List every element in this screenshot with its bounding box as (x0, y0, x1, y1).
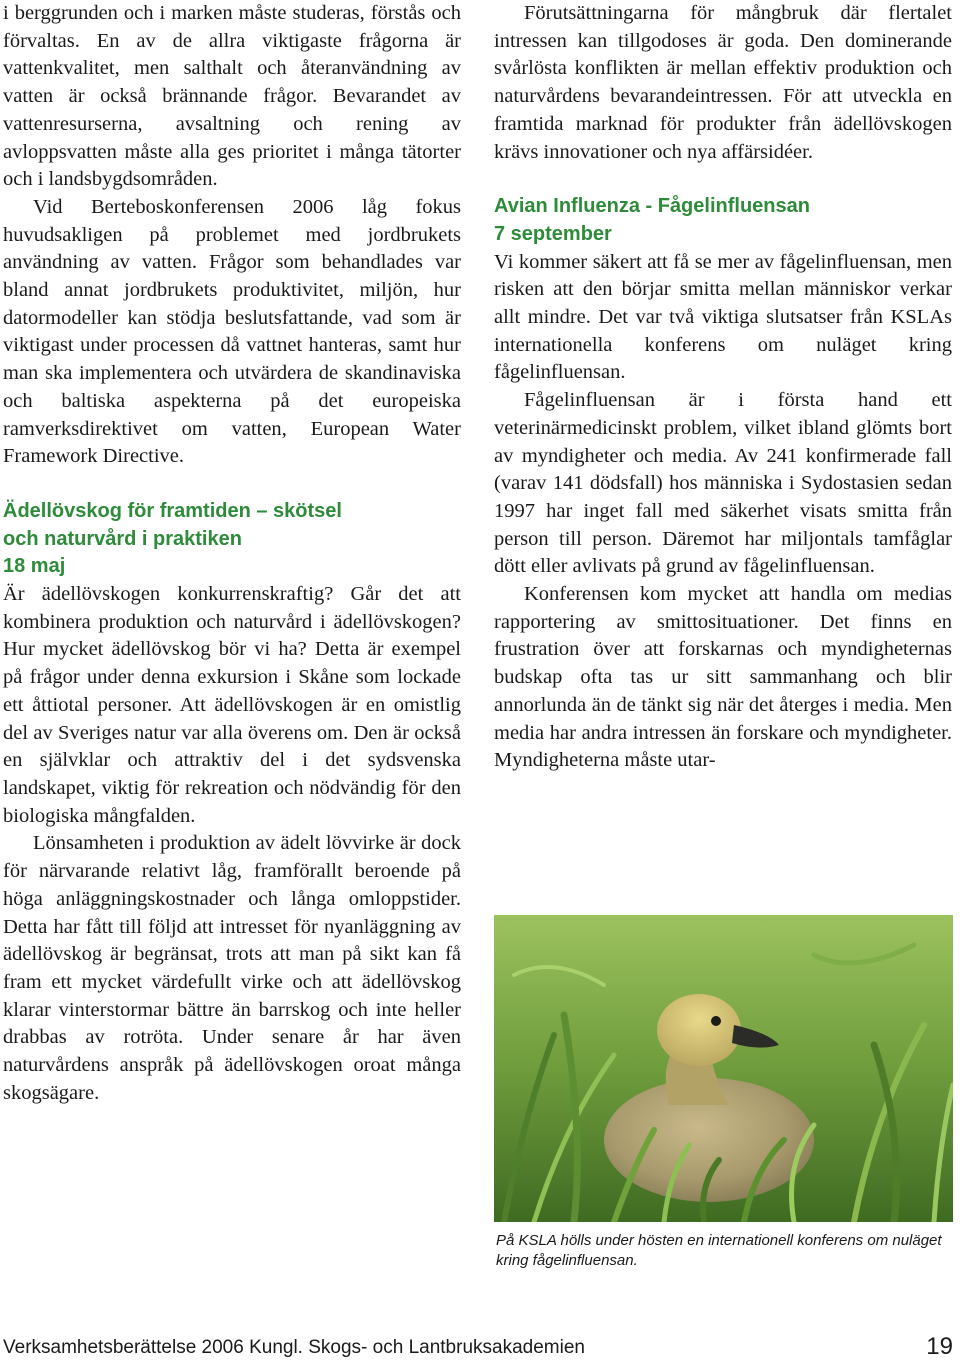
heading-line: och naturvård i praktiken (3, 527, 242, 550)
page-footer (3, 1333, 953, 1363)
page-number: 19 (926, 1333, 953, 1360)
body-paragraph: Vid Berteboskonferensen 2006 låg fokus huvudsakligen på problemet med jordbrukets användning av vatten. Frågor som behandlades var bland annat jordbrukets produktivitet, miljön, hur datormodeller kan stödja beslutsfattande, vad som är viktigast under processen då vattnet hanteras, samt hur man ska implementera och utvärdera de skandinaviska och baltiska aspekterna på det europeiska ramverksdirektivet om vatten, European Water Framework Directive. (3, 195, 461, 468)
footer-title: Verksamhetsberättelse 2006 Kungl. Skogs- och Lantbruksakademien (3, 1337, 585, 1358)
figure-caption: På KSLA hölls under hösten en internationell konferens om nuläget kring fågelinfluensan. (496, 1232, 942, 1269)
section-heading-avian-influenza (494, 193, 952, 248)
body-paragraph: i berggrunden och i marken måste studeras, förstås och förvaltas. En av de allra viktigaste frågorna är vattenkvalitet, men salthalt och återanvändning av vatten är också brännande frågor. Bevarandet av vattenresurserna, avsaltning och rening av avloppsvatten måste alla ges prioritet i många tätorter och i landsbygdsområden. (3, 2, 461, 191)
gosling-illustration (494, 915, 953, 1222)
body-paragraph: Är ädellövskogen konkurrenskraftig? Går det att kombinera produktion och naturvård i ädellövskogen? Hur mycket ädellövskog bör vi ha? Detta är exempel på frågor under denna exkursion i Skåne som lockade ett åttiotal personer. Att ädellövskogen är en omistlig del av Sveriges natur var alla överens om. Den är också en självklar och attraktiv del i det sydsvenska landskapet, viktig för rekreation och nödvändig för den biologiska mångfalden. (3, 583, 461, 827)
body-paragraph: Förutsättningarna för mångbruk där flertalet intressen kan tillgodoses är goda. Den dominerande svårlösta konflikten är mellan effektiv produktion och naturvårdens bevarandeintressen. För att utveckla en framtida marknad för produkter från ädellövskogen krävs innovationer och nya affärsidéer. (494, 2, 952, 163)
body-paragraph: Konferensen kom mycket att handla om medias rapportering av smittosituationer. Det finns en frustration över att forskarnas och myndigheternas budskap ofta tas ur sitt sammanhang och blir annorlunda än de tänkt sig när det återges i media. Men media har andra intressen än forskare och myndigheter. Myndigheterna måste utar- (494, 583, 952, 772)
body-paragraph: Vi kommer säkert att få se mer av fågelinfluensan, men risken att den börjar smitta mellan människor verkar allt mindre. Det var två viktiga slutsatser från KSLAs internationella konferens om nuläget kring fågelinfluensan. (494, 250, 952, 384)
left-column (3, 0, 461, 1107)
gosling-photo (494, 915, 953, 1222)
body-paragraph: Lönsamheten i produktion av ädelt lövvirke är dock för närvarande relativt låg, framförallt beroende på höga anläggningskostnader och långa omloppstider. Detta har fått till följd att intresset för nyanläggning av ädellövskog är begränsat, trots att man på sikt kan få fram ett mycket värdefullt virke och att ädellövskog klarar vinterstormar bättre än barrskog och inte heller drabbas av rotröta. Under senare år har även naturvårdens anspråk på ädellövskogen oroat många skogsägare. (3, 832, 461, 1104)
section-heading-adellovskog (3, 498, 461, 581)
right-column (494, 0, 952, 775)
heading-date: 18 maj (3, 555, 66, 578)
heading-line: Ädellövskog för framtiden – skötsel (3, 499, 342, 522)
heading-date: 7 september (494, 222, 612, 245)
heading-line: Avian Influenza - Fågelinfluensan (494, 195, 810, 218)
body-paragraph: Fågelinfluensan är i första hand ett veterinärmedicinskt problem, vilket ibland glömts bort av myndigheter och media. Av 241 konfirmerade fall (varav 141 dödsfall) hos människa i Sydostasien sedan 1997 har inget fall med säkerhet visats smitta från person till person. Däremot har miljontals tamfåglar dött eller avlivats på grund av fågelinfluensan. (494, 389, 952, 578)
